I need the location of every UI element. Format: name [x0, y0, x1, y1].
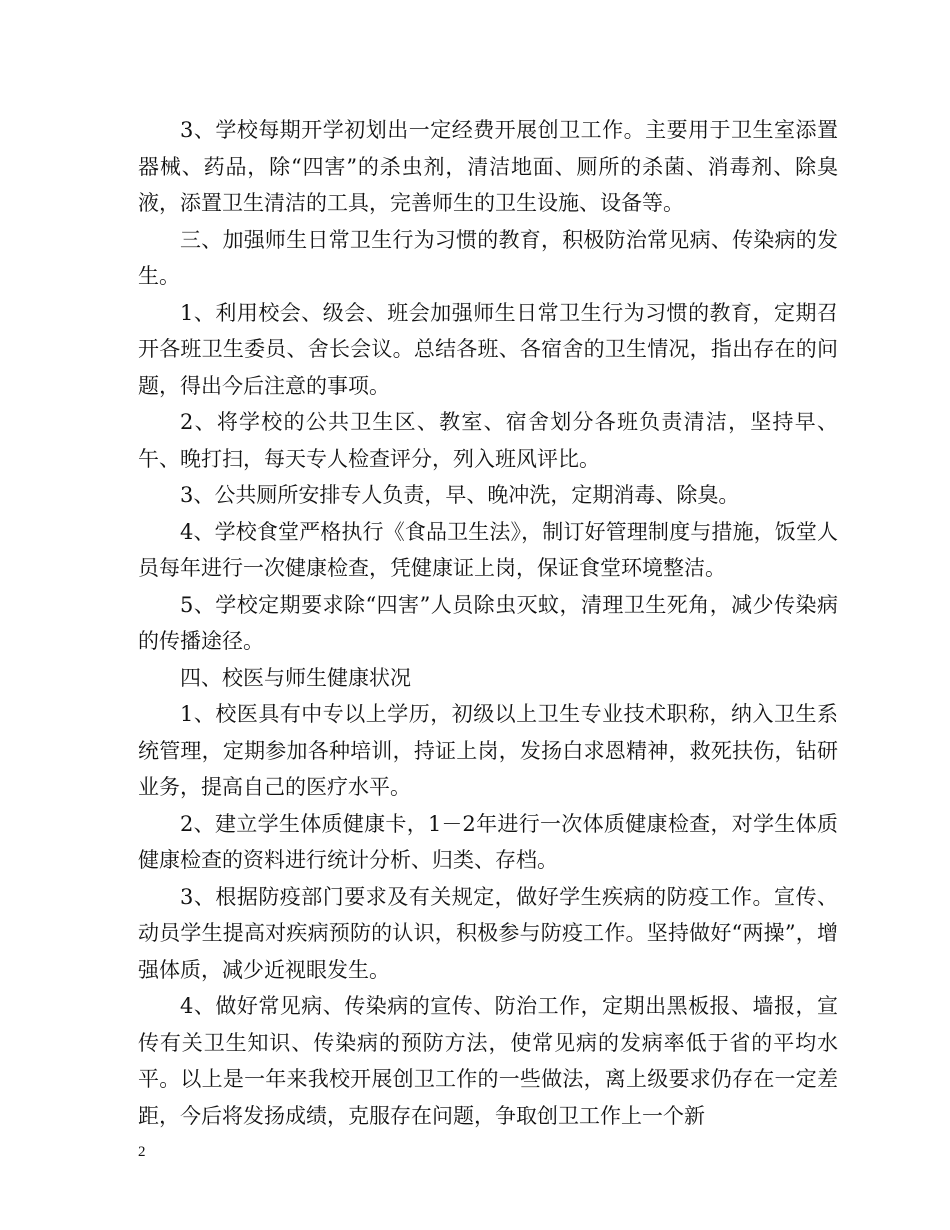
paragraph-funding: 3、学校每期开学初划出一定经费开展创卫工作。主要用于卫生室添置器械、药品，除“四害”的杀虫剂，清洁地面、厕所的杀菌、消毒剂、除臭液，添置卫生清洁的工具，完善师生的卫生设施、设备等。 — [138, 118, 838, 215]
paragraph-meetings: 1、利用校会、级会、班会加强师生日常卫生行为习惯的教育，定期召开各班卫生委员、舍长会议。总结各班、各宿舍的卫生情况，指出存在的问题，得出今后注意的事项。 — [138, 300, 838, 398]
paragraph-canteen: 4、学校食堂严格执行《食品卫生法》，制订好管理制度与措施，饭堂人员每年进行一次健康检查，凭健康证上岗，保证食堂环境整洁。 — [138, 519, 838, 580]
paragraph-school-doctor: 1、校医具有中专以上学历，初级以上卫生专业技术职称，纳入卫生系统管理，定期参加各种培训，持证上岗，发扬白求恩精神，救死扶伤，钻研业务，提高自己的医疗水平。 — [138, 702, 838, 799]
heading-section-four: 四、校医与师生健康状况 — [180, 665, 411, 690]
paragraph-pest-control: 5、学校定期要求除“四害”人员除虫灭蚊，清理卫生死角，减少传染病的传播途径。 — [138, 592, 838, 653]
paragraph-health-card: 2、建立学生体质健康卡，1－2年进行一次体质健康检查，对学生体质健康检查的资料进行统计分析、归类、存档。 — [138, 811, 838, 872]
paragraph-disease-publicity: 4、做好常见病、传染病的宣传、防治工作，定期出黑板报、墙报，宣传有关卫生知识、传染病的预防方法，使常见病的发病率低于省的平均水平。以上是一年来我校开展创卫工作的一些做法，离上级要求仍存在一定差距，今后将发扬成绩，克服存在问题，争取创卫工作上一个新 — [138, 994, 838, 1128]
heading-section-three: 三、加强师生日常卫生行为习惯的教育，积极防治常见病、传染病的发生。 — [138, 227, 838, 288]
paragraph-epidemic-prevention: 3、根据防疫部门要求及有关规定，做好学生疾病的防疫工作。宣传、动员学生提高对疾病预防的认识，积极参与防疫工作。坚持做好“两操”，增强体质，减少近视眼发生。 — [138, 884, 838, 982]
page-number: 2 — [138, 1144, 146, 1160]
paragraph-toilets: 3、公共厕所安排专人负责，早、晚冲洗，定期消毒、除臭。 — [180, 483, 740, 507]
document-body — [138, 112, 838, 1134]
paragraph-cleaning-areas: 2、将学校的公共卫生区、教室、宿舍划分各班负责清洁，坚持早、午、晚打扫，每天专人检查评分，列入班风评比。 — [138, 410, 838, 471]
